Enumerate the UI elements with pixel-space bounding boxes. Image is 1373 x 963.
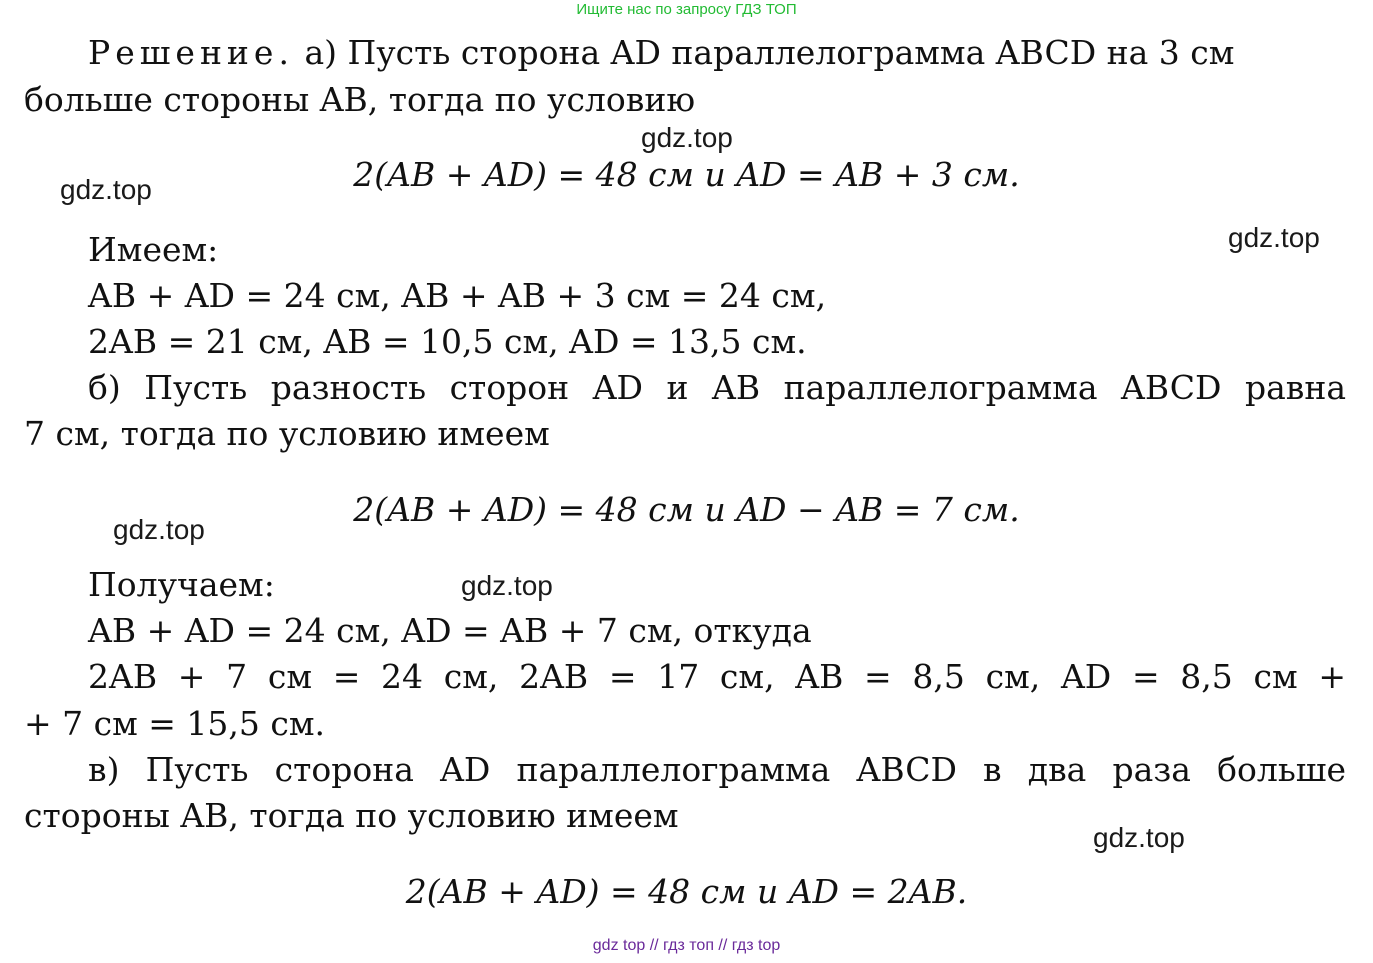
- formula-c: 2(AB + AD) = 48 см и AD = 2AB.: [405, 872, 968, 911]
- formula-b: 2(AB + AD) = 48 см и AD − AB = 7 см.: [353, 490, 1020, 529]
- solution-line-13: стороны AB, тогда по условию имеем: [24, 796, 679, 835]
- watermark: gdz.top: [461, 570, 553, 601]
- watermark: gdz.top: [1228, 222, 1320, 253]
- solution-line-10: 2AB + 7 см = 24 см, 2AB = 17 см, AB = 8,5 см, AD = 8,5 см +: [88, 657, 1346, 696]
- watermark: gdz.top: [641, 122, 733, 153]
- solution-line-12: в) Пусть сторона AD параллелограмма ABCD в два раза больше: [88, 750, 1346, 789]
- search-banner: Ищите нас по запросу ГДЗ ТОП: [576, 1, 797, 18]
- watermark: gdz.top: [60, 174, 152, 205]
- solution-line-3: Имеем:: [88, 230, 219, 269]
- cropped-previous-line: [24, 0, 1354, 8]
- solution-line-4: AB + AD = 24 см, AB + AB + 3 см = 24 см,: [88, 276, 827, 315]
- solution-line-2: больше стороны AB, тогда по условию: [24, 80, 696, 119]
- solution-line-5: 2AB = 21 см, AB = 10,5 см, AD = 13,5 см.: [88, 322, 807, 361]
- footer-links: gdz top // гдз топ // гдз top: [592, 937, 781, 954]
- solution-line-6: б) Пусть разность сторон AD и AB параллелограмма ABCD равна: [88, 368, 1346, 407]
- solution-line-8: Получаем:: [88, 565, 275, 604]
- watermark: gdz.top: [1093, 822, 1185, 853]
- solution-line-1: [88, 33, 1234, 73]
- solution-line-7: 7 см, тогда по условию имеем: [24, 414, 550, 453]
- part-a-intro: а) Пусть сторона AD параллелограмма ABCD на 3 см: [304, 33, 1235, 72]
- formula-a: 2(AB + AD) = 48 см и AD = AB + 3 см.: [353, 155, 1020, 194]
- solution-heading: Решение.: [88, 33, 294, 72]
- solution-line-9: AB + AD = 24 см, AD = AB + 7 см, откуда: [88, 611, 812, 650]
- solution-line-11: + 7 см = 15,5 см.: [24, 704, 326, 743]
- watermark: gdz.top: [113, 514, 205, 545]
